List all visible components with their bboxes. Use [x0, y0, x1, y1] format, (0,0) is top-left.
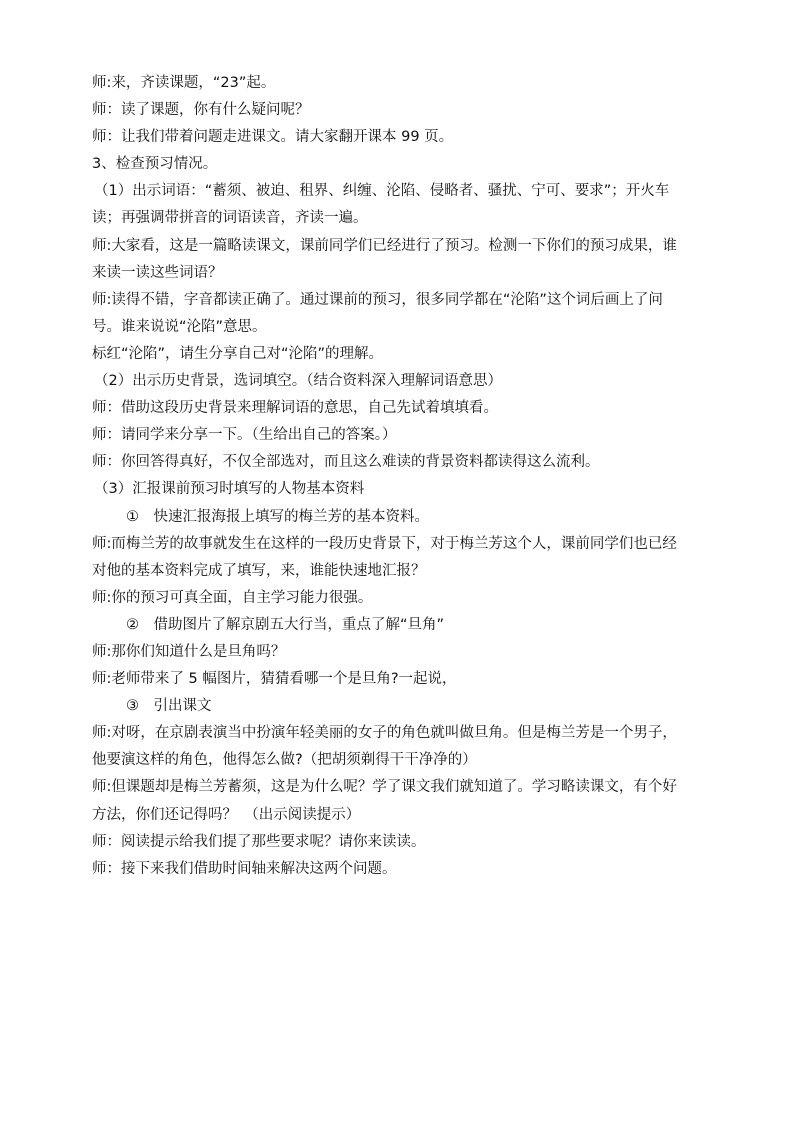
- section-heading: 3、检查预习情况。: [92, 156, 218, 173]
- text-line: 对他的基本资料完成了填写，来，谁能快速地汇报？: [92, 562, 426, 579]
- text-line: 师:老师带来了 5 幅图片，猜猜看哪一个是旦角?一起说，: [92, 671, 457, 688]
- text-line: 来读一读这些词语？: [92, 264, 223, 281]
- text-line: 方法，你们还记得吗？ （出示阅读提示）: [92, 806, 361, 823]
- text-line: 师:对呀，在京剧表演当中扮演年轻美丽的女子的角色就叫做旦角。但是梅兰芳是一个男子，: [92, 725, 677, 742]
- text-line: 师:读得不错，字音都读正确了。通过课前的预习，很多同学都在“沦陷”这个词后画上了问: [92, 291, 663, 308]
- text-line: 师：你回答得真好，不仅全部选对，而且这么难读的背景资料都读得这么流利。: [92, 454, 600, 471]
- text-line: 师：让我们带着问题走进课文。请大家翻开课本 99 页。: [92, 129, 454, 146]
- text-line: （3）汇报课前预习时填写的人物基本资料: [94, 481, 365, 498]
- list-item: ① 快速汇报海报上填写的梅兰芳的基本资料。: [126, 508, 429, 525]
- text-line: 师：接下来我们借助时间轴来解决这两个问题。: [92, 860, 397, 877]
- text-line: 师：阅读提示给我们提了那些要求呢？请你来读读。: [92, 833, 426, 850]
- text-line: （2）出示历史背景，选词填空。（结合资料深入理解词语意思）: [94, 373, 502, 390]
- text-line: 师:那你们知道什么是旦角吗？: [92, 643, 286, 660]
- text-line: 师：请同学来分享一下。（生给出自己的答案。）: [92, 427, 397, 444]
- list-item: ③ 引出课文: [126, 698, 212, 715]
- text-line: 号。谁来说说“沦陷”意思。: [92, 318, 267, 335]
- text-line: 师:你的预习可真全面，自主学习能力很强。: [92, 589, 373, 606]
- text-line: 师:大家看，这是一篇略读课文，课前同学们已经进行了预习。检测一下你们的预习成果，谁: [92, 237, 677, 254]
- text-line: （1）出示词语：“蓄须、被迫、租界、纠缠、沦陷、侵略者、骚扰、宁可、要求”；开火车: [94, 183, 670, 200]
- text-line: 师:而梅兰芳的故事就发生在这样的一段历史背景下，对于梅兰芳这个人，课前同学们也已经: [92, 535, 677, 552]
- text-line: 读；再强调带拼音的词语读音，齐读一遍。: [92, 210, 368, 227]
- text-line: 标红“沦陷”，请生分享自己对“沦陷”的理解。: [92, 345, 384, 362]
- text-line: 师:来，齐读课题，“23”起。: [92, 75, 276, 91]
- text-line: 他要演这样的角色，他得怎么做?（把胡须剃得干干净净的）: [92, 752, 477, 769]
- document-body: [92, 70, 752, 883]
- list-item: ② 借助图片了解京剧五大行当，重点了解“旦角”: [126, 616, 445, 633]
- text-line: 师:但课题却是梅兰芳蓄须，这是为什么呢？学了课文我们就知道了。学习略读课文，有个好: [92, 779, 677, 796]
- text-line: 师：读了课题，你有什么疑问呢？: [92, 102, 310, 119]
- text-line: 师：借助这段历史背景来理解词语的意思，自己先试着填填看。: [92, 400, 498, 417]
